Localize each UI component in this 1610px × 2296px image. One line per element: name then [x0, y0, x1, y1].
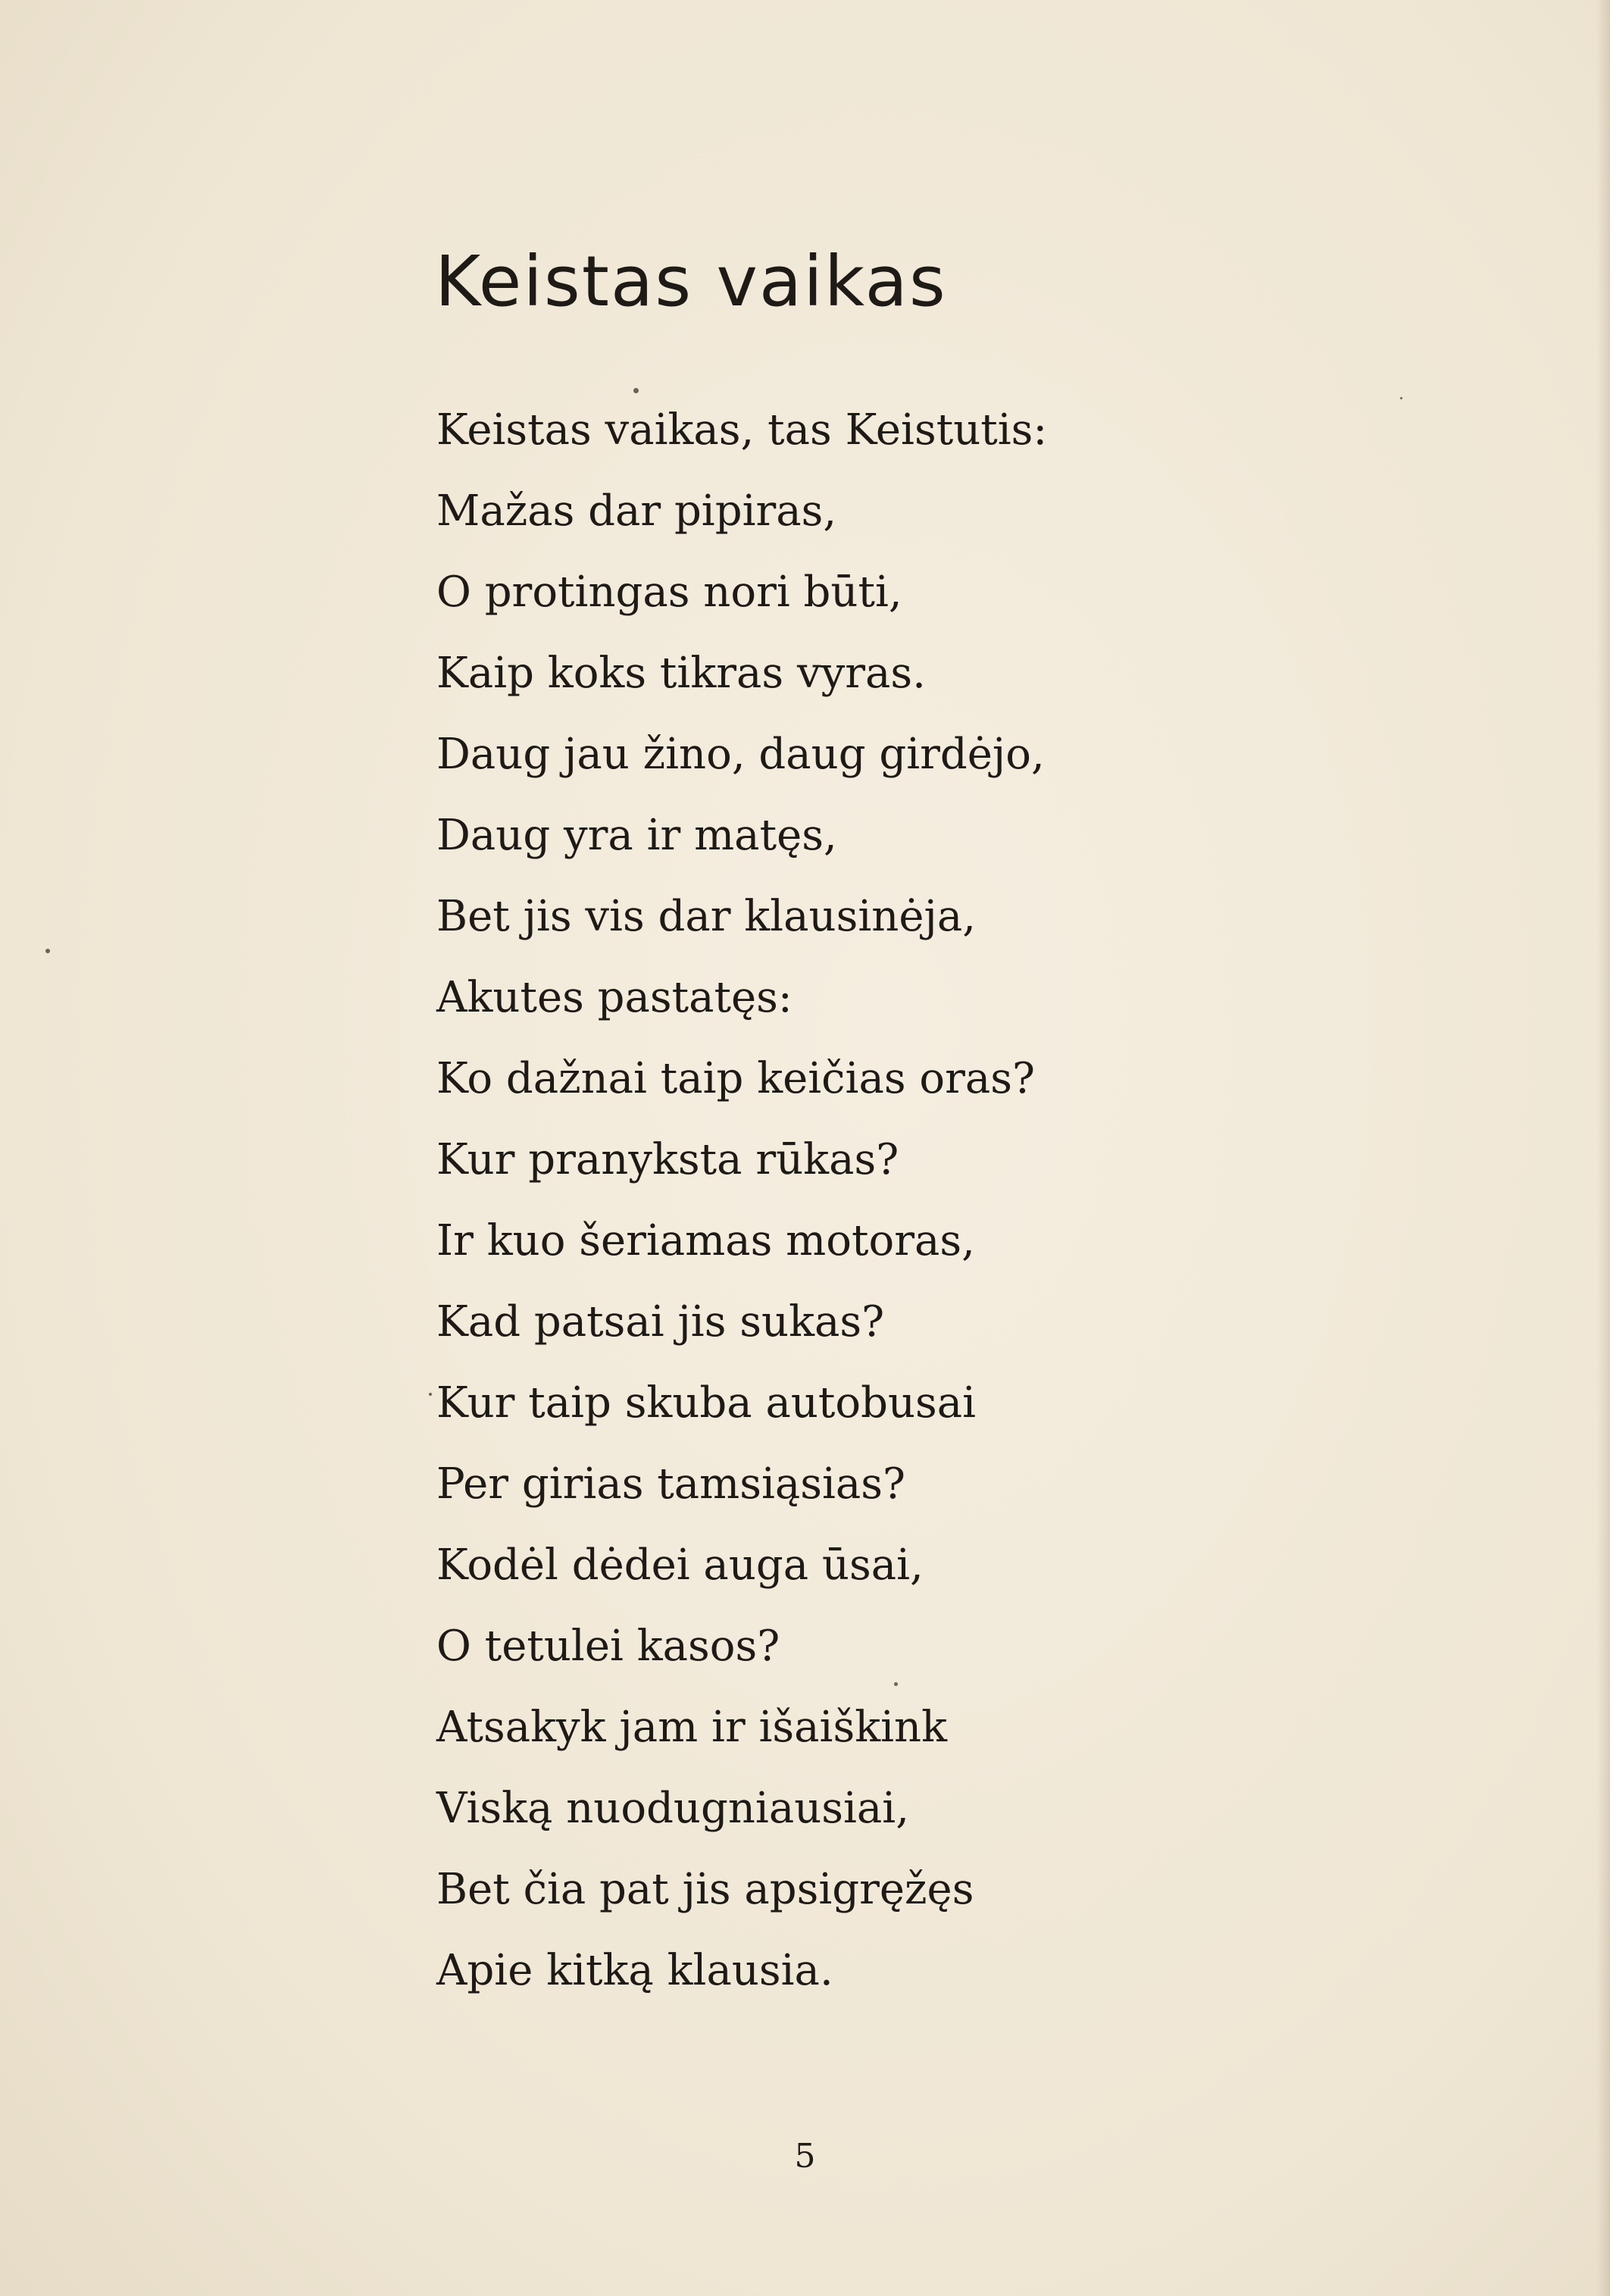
poem-line: O tetulei kasos?	[436, 1622, 780, 1671]
poem-line: Keistas vaikas, tas Keistutis:	[436, 405, 1048, 455]
poem-line: Kur pranyksta rūkas?	[436, 1135, 899, 1184]
poem-line: Ir kuo šeriamas motoras,	[436, 1216, 975, 1265]
poem-line: Kur taip skuba autobusai	[436, 1378, 977, 1428]
poem-line: O protingas nori būti,	[436, 568, 902, 617]
poem-line: Akutes pastatęs:	[436, 973, 792, 1022]
paper-speck	[633, 388, 639, 393]
poem-line: Bet jis vis dar klausinėja,	[436, 892, 977, 941]
poem-title: Keistas vaikas	[435, 241, 947, 322]
poem-line: Atsakyk jam ir išaiškink	[436, 1703, 948, 1752]
page-edge-shadow	[1596, 0, 1610, 2296]
poem-line: Daug yra ir matęs,	[436, 811, 837, 860]
poem-line: Kaip koks tikras vyras.	[436, 649, 926, 698]
poem-line: Kodėl dėdei auga ūsai,	[436, 1541, 924, 1590]
poem-line: Kad patsai jis sukas?	[436, 1297, 885, 1347]
page-number: 5	[794, 2137, 816, 2176]
poem-line: Apie kitką klausia.	[436, 1946, 833, 1995]
poem-line: Ko dažnai taip keičias oras?	[436, 1054, 1036, 1103]
paper-speck	[1400, 397, 1402, 399]
poem-line: Per girias tamsiąsias?	[436, 1459, 906, 1509]
paper-speck	[429, 1393, 432, 1396]
poem-line: Viską nuodugniausiai,	[436, 1784, 910, 1833]
poem-line: Daug jau žino, daug girdėjo,	[436, 730, 1045, 779]
paper-speck	[45, 949, 50, 953]
poem-line: Bet čia pat jis apsigręžęs	[436, 1865, 974, 1914]
paper-speck	[894, 1682, 898, 1686]
poem-line: Mažas dar pipiras,	[436, 486, 837, 536]
poem-body	[436, 400, 1047, 2022]
